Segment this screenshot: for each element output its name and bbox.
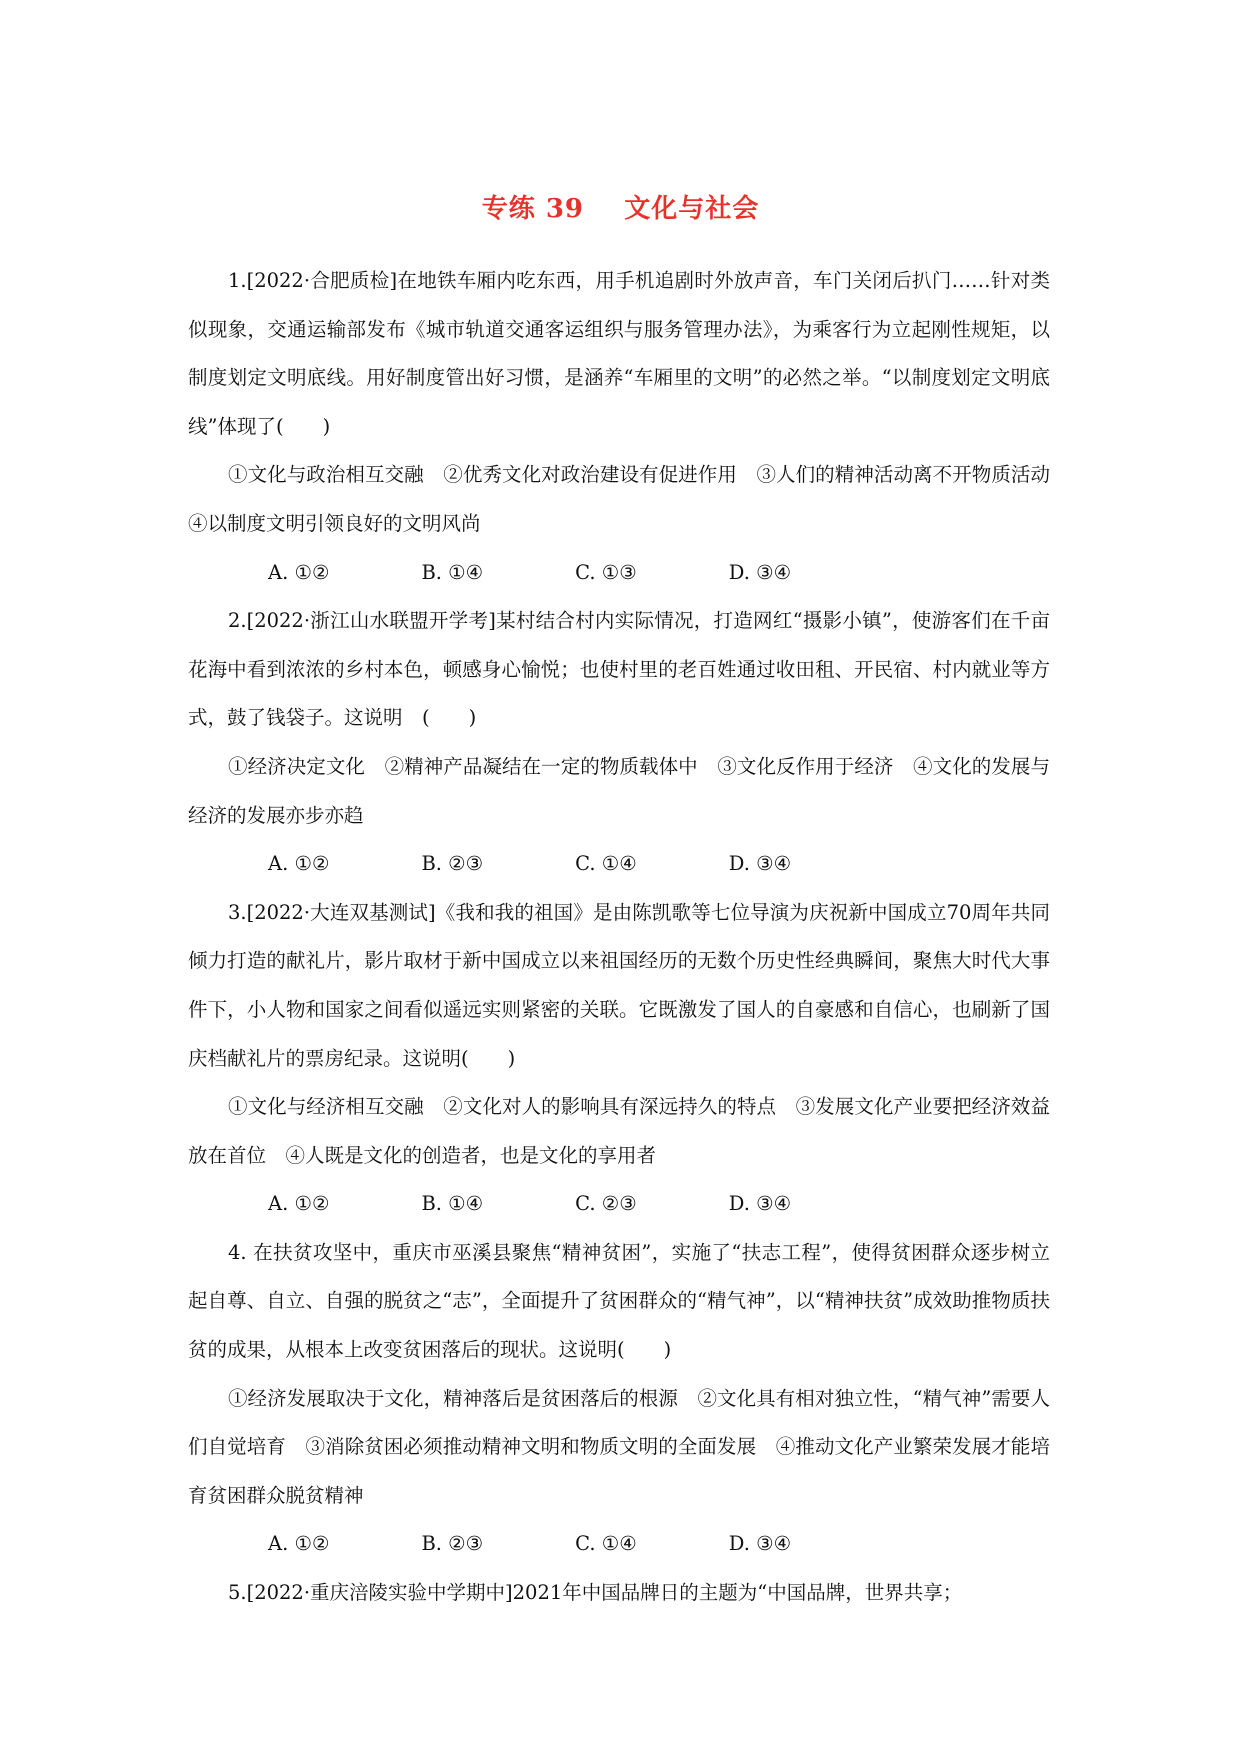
answer-options — [188, 840, 1050, 889]
question-stem: 5.[2022·重庆涪陵实验中学期中]2021年中国品牌日的主题为“中国品牌，世界共享； — [228, 1581, 963, 1605]
question-list — [188, 257, 1070, 1618]
option-a: A. ①② — [268, 1192, 330, 1216]
option-c: C. ①③ — [575, 560, 637, 584]
answer-options — [188, 1520, 1050, 1569]
option-c: C. ①④ — [575, 852, 637, 876]
question-5 — [188, 1569, 1050, 1618]
answer-options — [188, 1180, 1050, 1229]
question-2 — [188, 597, 1050, 889]
question-items: ①经济发展取决于文化，精神落后是贫困落后的根源 ②文化具有相对独立性，“精气神”需要人们自觉培育 ③消除贫困必须推动精神文明和物质文明的全面发展 ④推动文化产业繁荣发展才能培育贫困群众脱贫精神 — [188, 1386, 1050, 1507]
option-d: D. ③④ — [728, 560, 792, 584]
option-a: A. ①② — [268, 852, 330, 876]
option-c: C. ②③ — [575, 1192, 637, 1216]
answer-options — [188, 549, 1050, 598]
option-b: B. ②③ — [421, 852, 484, 876]
option-b: B. ②③ — [421, 1532, 484, 1556]
question-stem: 1.[2022·合肥质检]在地铁车厢内吃东西，用手机追剧时外放声音，车门关闭后扒门……针对类似现象，交通运输部发布《城市轨道交通客运组织与服务管理办法》，为乘客行为立起刚性规矩，以制度划定文明底线。用好制度管出好习惯，是涵养“车厢里的文明”的必然之举。“以制度划定文明底线”体现了( ) — [188, 269, 1050, 438]
question-stem: 4. 在扶贫攻坚中，重庆市巫溪县聚焦“精神贫困”，实施了“扶志工程”，使得贫困群众逐步树立起自尊、自立、自强的脱贫之“志”，全面提升了贫困群众的“精气神”，以“精神扶贫”成效助推物质扶贫的成果，从根本上改变贫困落后的现状。这说明( ) — [188, 1240, 1050, 1362]
page-title: 专练 39 文化与社会 — [481, 194, 760, 224]
option-b: B. ①④ — [421, 1192, 484, 1216]
question-items: ①文化与政治相互交融 ②优秀文化对政治建设有促进作用 ③人们的精神活动离不开物质活动 ④以制度文明引领良好的文明风尚 — [188, 463, 1070, 535]
question-stem: 3.[2022·大连双基测试]《我和我的祖国》是由陈凯歌等七位导演为庆祝新中国成立70周年共同倾力打造的献礼片，影片取材于新中国成立以来祖国经历的无数个历史性经典瞬间，聚焦大时代大事件下，小人物和国家之间看似遥远实则紧密的关联。它既激发了国人的自豪感和自信心，也刷新了国庆档献礼片的票房纪录。这说明( ) — [188, 900, 1050, 1070]
question-items: ①经济决定文化 ②精神产品凝结在一定的物质载体中 ③文化反作用于经济 ④文化的发展与经济的发展亦步亦趋 — [188, 754, 1050, 827]
option-c: C. ①④ — [575, 1532, 637, 1556]
question-1 — [188, 257, 1070, 597]
question-4 — [188, 1229, 1050, 1569]
question-items: ①文化与经济相互交融 ②文化对人的影响具有深远持久的特点 ③发展文化产业要把经济效益放在首位 ④人既是文化的创造者，也是文化的享用者 — [188, 1095, 1050, 1167]
question-3 — [188, 889, 1050, 1229]
option-a: A. ①② — [268, 1532, 330, 1556]
question-stem: 2.[2022·浙江山水联盟开学考]某村结合村内实际情况，打造网红“摄影小镇”，使游客们在千亩花海中看到浓浓的乡村本色，顿感身心愉悦；也使村里的老百姓通过收田租、开民宿、村内就业等方式，鼓了钱袋子。这说明 ( ) — [188, 609, 1050, 730]
option-b: B. ①④ — [421, 560, 484, 584]
option-d: D. ③④ — [728, 1532, 792, 1556]
option-a: A. ①② — [268, 560, 330, 584]
option-d: D. ③④ — [728, 1192, 792, 1216]
option-d: D. ③④ — [728, 852, 792, 876]
